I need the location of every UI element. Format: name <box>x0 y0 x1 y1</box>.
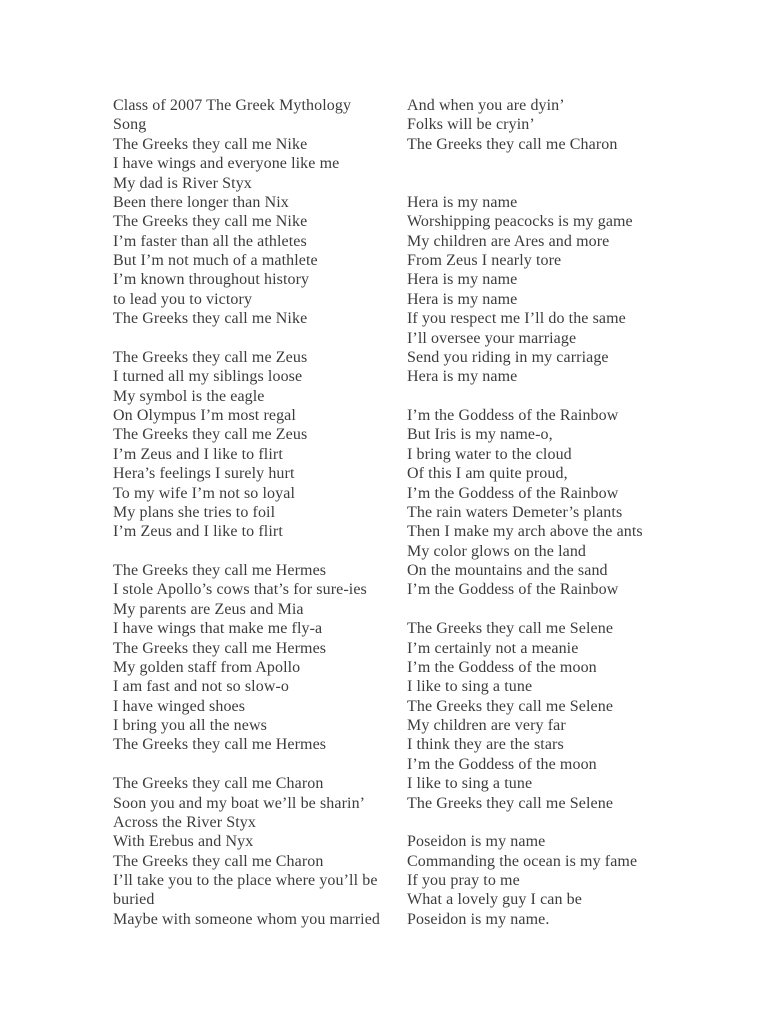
lyric-line: Of this I am quite proud, <box>407 465 568 483</box>
lyric-line: I’m the Goddess of the Rainbow <box>407 407 619 424</box>
lyric-line: The Greeks they call me Charon <box>113 852 324 870</box>
lyric-line: Poseidon is my name. <box>407 910 550 928</box>
lyric-line: I’m Zeus and I like to flirt <box>113 523 283 541</box>
lyrics-column-right <box>407 96 707 929</box>
lyric-line: The Greeks they call me Selene <box>407 794 614 812</box>
lyric-line: Hera is my name <box>407 271 518 289</box>
lyric-line: The rain waters Demeter’s plants <box>407 503 623 521</box>
lyric-line: I think they are the stars <box>407 736 564 754</box>
lyric-line: But I’m not much of a mathlete <box>113 252 318 269</box>
lyric-line: Hera’s feelings I surely hurt <box>113 465 295 483</box>
lyric-line: Across the River Styx <box>113 813 256 831</box>
lyric-line: Hera is my name <box>407 290 518 308</box>
lyric-line: The Greeks they call me Nike <box>113 135 308 153</box>
lyric-line: Send you riding in my carriage <box>407 348 609 366</box>
lyric-line: If you pray to me <box>407 872 520 889</box>
lyric-line: The Greeks they call me Charon <box>407 135 618 153</box>
lyric-line: The Greeks they call me Nike <box>113 213 308 231</box>
lyric-line: I’m faster than all the athletes <box>113 232 307 250</box>
lyric-line: I have wings and everyone like me <box>113 155 340 173</box>
lyrics-column-left <box>113 96 407 929</box>
lyric-line: I have winged shoes <box>113 697 246 715</box>
lyric-line: Soon you and my boat we’ll be sharin’ <box>113 794 366 812</box>
lyric-line: The Greeks they call me Zeus <box>113 348 308 366</box>
lyric-line: I like to sing a tune <box>407 775 533 793</box>
lyric-line: To my wife I’m not so loyal <box>113 484 295 502</box>
lyric-line: Commanding the ocean is my fame <box>407 852 638 870</box>
lyric-line: I’ll oversee your marriage <box>407 329 577 347</box>
lyric-line: Class of 2007 The Greek Mythology <box>113 97 352 114</box>
lyric-line: The Greeks they call me Selene <box>407 697 614 715</box>
lyric-line: But Iris is my name-o, <box>407 426 553 444</box>
blank-line <box>407 813 707 832</box>
lyric-line: My children are Ares and more <box>407 232 610 250</box>
blank-line <box>407 600 707 619</box>
lyric-line: I stole Apollo’s cows that’s for sure-ies <box>113 581 367 599</box>
lyric-line: I am fast and not so slow-o <box>113 678 290 696</box>
lyric-line: My dad is River Styx <box>113 174 252 192</box>
blank-line <box>407 154 707 173</box>
lyric-line: I bring you all the news <box>113 717 267 734</box>
lyric-line: The Greeks they call me Charon <box>113 775 324 793</box>
lyric-line: The Greeks they call me Hermes <box>113 736 327 754</box>
lyric-line: I like to sing a tune <box>407 678 533 696</box>
lyric-line: The Greeks they call me Selene <box>407 620 614 638</box>
lyric-line: I’m the Goddess of the moon <box>407 755 597 773</box>
lyric-line: I’m the Goddess of the Rainbow <box>407 484 619 502</box>
lyric-line: I’m certainly not a meanie <box>407 639 579 657</box>
lyric-line: I’m the Goddess of the Rainbow <box>407 581 619 599</box>
lyric-line: My symbol is the eagle <box>113 387 265 405</box>
lyric-line: My plans she tries to foil <box>113 503 276 521</box>
lyric-line: My color glows on the land <box>407 542 587 560</box>
lyric-line: I bring water to the cloud <box>407 445 572 463</box>
lyric-line: Maybe with someone whom you married <box>113 910 380 928</box>
lyric-line: From Zeus I nearly tore <box>407 252 562 269</box>
lyric-line: Poseidon is my name <box>407 833 546 851</box>
lyric-line: Hera is my name <box>407 368 518 386</box>
lyric-line: My children are very far <box>407 717 566 734</box>
lyric-line: I’m known throughout history <box>113 271 310 289</box>
blank-line <box>113 542 407 561</box>
lyric-line: to lead you to victory <box>113 290 253 308</box>
lyric-line: My parents are Zeus and Mia <box>113 600 304 618</box>
lyric-line: The Greeks they call me Zeus <box>113 426 308 444</box>
lyric-line: I have wings that make me fly-a <box>113 620 323 638</box>
lyric-line: With Erebus and Nyx <box>113 833 254 851</box>
lyric-line: Been there longer than Nix <box>113 193 289 211</box>
blank-line <box>113 329 407 348</box>
lyric-line: The Greeks they call me Hermes <box>113 562 327 579</box>
lyric-line: On Olympus I’m most regal <box>113 407 296 424</box>
lyric-line: Worshipping peacocks is my game <box>407 213 633 231</box>
lyric-line: I turned all my siblings loose <box>113 368 303 386</box>
lyric-line: And when you are dyin’ <box>407 97 565 114</box>
blank-line <box>407 387 707 406</box>
lyric-line: The Greeks they call me Nike <box>113 310 308 328</box>
lyric-line: I’m Zeus and I like to flirt <box>113 445 283 463</box>
lyric-line: buried <box>113 891 155 909</box>
blank-line <box>113 755 407 774</box>
blank-line <box>407 174 707 193</box>
lyric-line: Folks will be cryin’ <box>407 116 535 134</box>
lyric-line: On the mountains and the sand <box>407 562 608 579</box>
lyric-line: I’ll take you to the place where you’ll be <box>113 872 378 889</box>
lyric-line: If you respect me I’ll do the same <box>407 310 626 328</box>
lyric-line: Hera is my name <box>407 193 518 211</box>
lyric-line: I’m the Goddess of the moon <box>407 658 597 676</box>
lyric-line: Song <box>113 116 147 134</box>
lyric-line: My golden staff from Apollo <box>113 658 301 676</box>
lyric-line: Then I make my arch above the ants <box>407 523 643 541</box>
lyric-line: The Greeks they call me Hermes <box>113 639 327 657</box>
lyric-line: What a lovely guy I can be <box>407 891 582 909</box>
